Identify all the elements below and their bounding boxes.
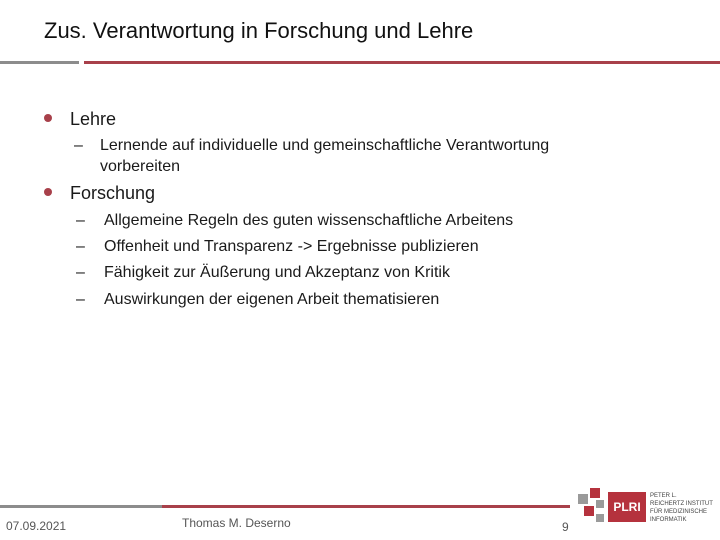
footer-author: Thomas M. Deserno	[182, 516, 291, 530]
bullet-lehre	[44, 107, 116, 131]
logo-abbr: PLRI	[608, 492, 646, 522]
logo-text	[650, 492, 713, 524]
slide-title: Zus. Verantwortung in Forschung und Lehre	[44, 18, 474, 43]
sub-item-lehre-cont: vorbereiten	[100, 158, 181, 175]
logo-square	[596, 500, 604, 508]
sub-item-text: Offenheit und Transparenz -> Ergebnisse publizieren	[104, 238, 479, 255]
logo-line: PETER L.	[650, 493, 677, 499]
dash-marker: –	[76, 264, 85, 281]
bullet-label: Forschung	[70, 183, 156, 203]
dash-marker: –	[76, 291, 85, 308]
sub-item-text: Allgemeine Regeln des guten wissenschaftliche Arbeitens	[104, 212, 514, 229]
bullet-forschung	[44, 181, 155, 205]
logo-line: REICHERTZ INSTITUT	[650, 501, 713, 507]
footer-page-number: 9	[562, 520, 569, 534]
sub-item-lehre	[74, 136, 549, 156]
sub-item-text: Auswirkungen der eigenen Arbeit thematisieren	[104, 291, 440, 308]
dash-marker: –	[74, 137, 83, 154]
sub-item-text: Fähigkeit zur Äußerung und Akzeptanz von Kritik	[104, 264, 450, 281]
logo-square	[590, 488, 600, 498]
title-rule-red	[84, 61, 720, 64]
sub-item	[76, 237, 479, 257]
sub-item	[76, 211, 513, 231]
bullet-label: Lehre	[70, 109, 117, 129]
footer-date: 07.09.2021	[6, 519, 67, 533]
logo-line: INFORMATIK	[650, 517, 687, 523]
dash-marker: –	[76, 212, 85, 229]
dash-marker: –	[76, 238, 85, 255]
bullet-dot	[44, 114, 52, 122]
footer-rule-red	[162, 505, 570, 508]
logo-square	[578, 494, 588, 504]
bullet-dot	[44, 188, 52, 196]
title-rule-grey	[0, 61, 79, 64]
logo-square	[584, 506, 594, 516]
sub-item-text: Lernende auf individuelle und gemeinschaftliche Verantwortung	[100, 137, 550, 154]
logo-line: FÜR MEDIZINISCHE	[650, 509, 707, 515]
sub-item	[76, 290, 439, 310]
sub-item	[76, 263, 450, 283]
plri-logo	[574, 486, 720, 536]
logo-square	[596, 514, 604, 522]
